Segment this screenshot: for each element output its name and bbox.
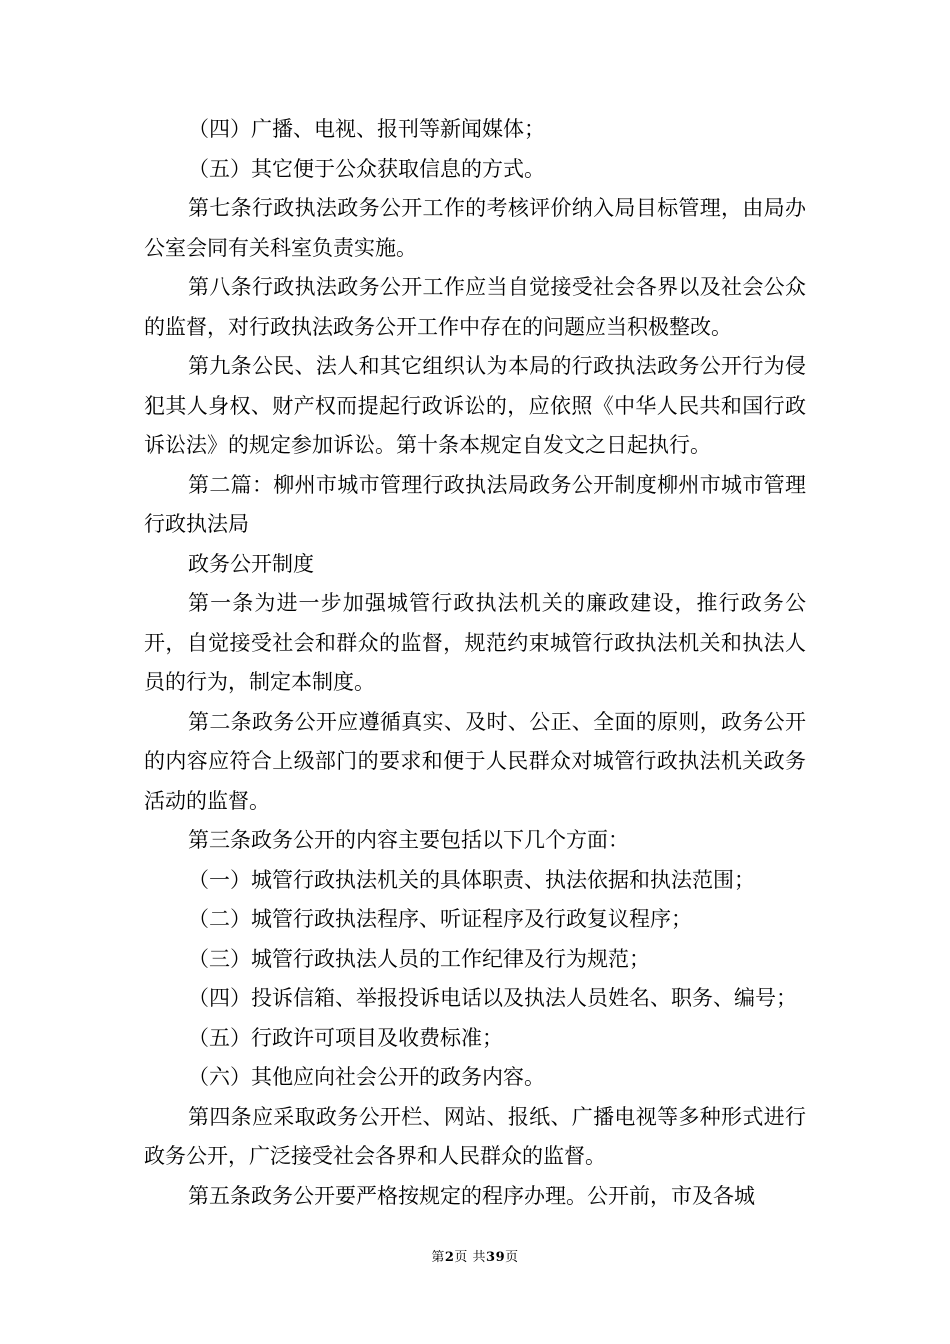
current-page-number: 2	[444, 1250, 455, 1265]
paragraph: （六）其他应向社会公开的政务内容。	[188, 1065, 545, 1089]
footer-suffix: 页	[505, 1250, 519, 1265]
document-body	[144, 110, 806, 1216]
page-number-footer	[0, 1246, 950, 1265]
footer-prefix: 第	[431, 1250, 445, 1265]
paragraph: 第一条为进一步加强城管行政执法机关的廉政建设，推行政务公开，自觉接受社会和群众的监督，规范约束城管行政执法机关和执法人员的行为，制定本制度。	[144, 591, 806, 694]
paragraph: 第五条政务公开要严格按规定的程序办理。公开前，市及各城	[188, 1183, 755, 1208]
paragraph: 第四条应采取政务公开栏、网站、报纸、广播电视等多种形式进行政务公开，广泛接受社会各界和人民群众的监督。	[144, 1104, 806, 1168]
paragraph: 第九条公民、法人和其它组织认为本局的行政执法政务公开行为侵犯其人身权、财产权而提起行政诉讼的，应依照《中华人民共和国行政诉讼法》的规定参加诉讼。第十条本规定自发文之日起执行。	[144, 354, 806, 457]
paragraph: （一）城管行政执法机关的具体职责、执法依据和执法范围；	[188, 867, 755, 892]
paragraph: 第二条政务公开应遵循真实、及时、公正、全面的原则，政务公开的内容应符合上级部门的要求和便于人民群众对城管行政执法机关政务活动的监督。	[144, 709, 806, 813]
paragraph: （四）广播、电视、报刊等新闻媒体；	[188, 117, 545, 141]
paragraph: （四）投诉信箱、举报投诉电话以及执法人员姓名、职务、编号；	[188, 986, 797, 1010]
footer-middle: 页 共	[454, 1250, 487, 1265]
paragraph: 政务公开制度	[188, 551, 314, 576]
paragraph: （二）城管行政执法程序、听证程序及行政复议程序；	[188, 907, 692, 931]
total-page-count: 39	[486, 1250, 506, 1265]
paragraph: （五）行政许可项目及收费标准；	[188, 1025, 503, 1050]
paragraph: （三）城管行政执法人员的工作纪律及行为规范；	[188, 946, 650, 971]
paragraph: 第三条政务公开的内容主要包括以下几个方面：	[188, 828, 629, 852]
paragraph: （五）其它便于公众获取信息的方式。	[188, 156, 545, 181]
paragraph: 第七条行政执法政务公开工作的考核评价纳入局目标管理，由局办公室会同有关科室负责实施。	[144, 196, 806, 260]
paragraph: 第二篇：柳州市城市管理行政执法局政务公开制度柳州市城市管理行政执法局	[144, 472, 806, 536]
paragraph: 第八条行政执法政务公开工作应当自觉接受社会各界以及社会公众的监督，对行政执法政务公开工作中存在的问题应当积极整改。	[144, 275, 806, 339]
